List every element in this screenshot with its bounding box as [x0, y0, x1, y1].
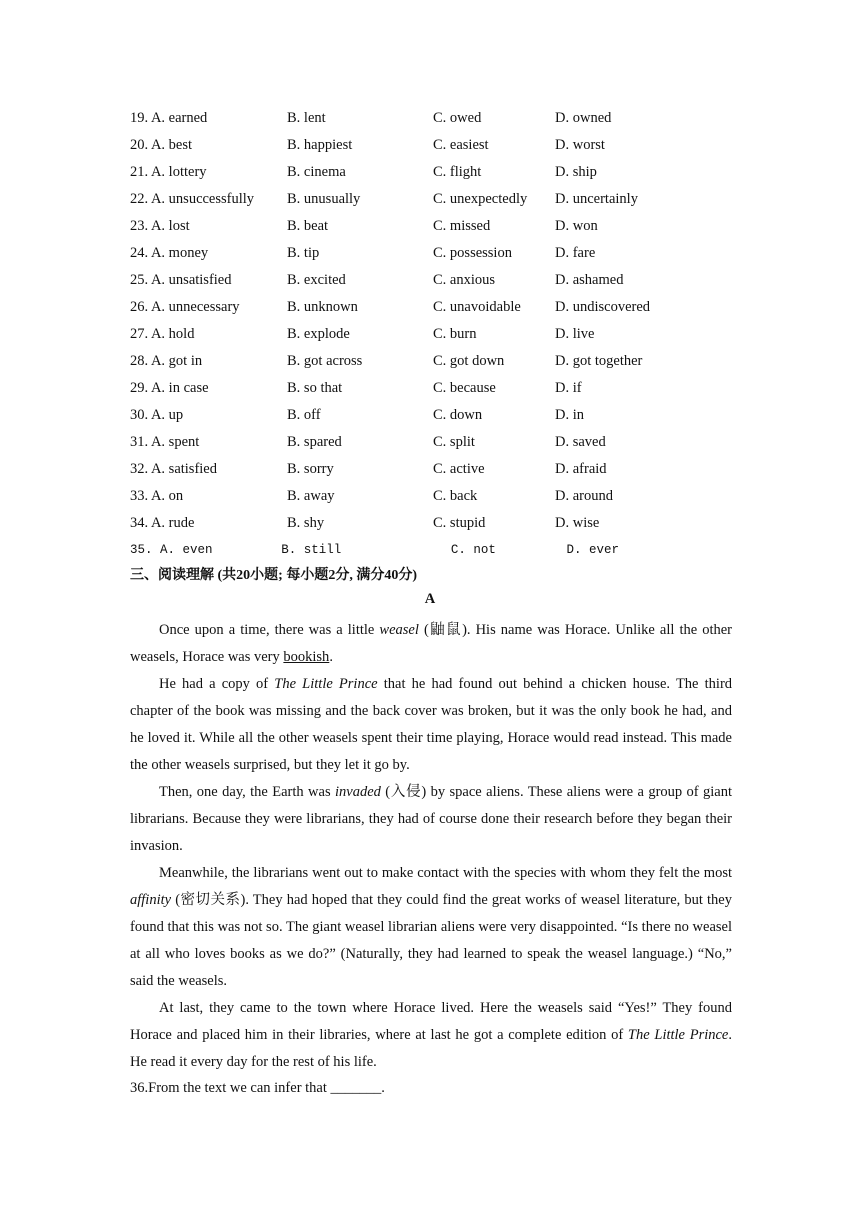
choice-row — [130, 162, 740, 189]
choice-option-d: D. ashamed — [555, 272, 624, 288]
choice-question: 28. A. got in — [130, 353, 203, 369]
choice-option-c: C. missed — [433, 218, 491, 234]
choice-option-c: C. active — [433, 461, 485, 477]
choice-question: 33. A. on — [130, 488, 184, 504]
choice-option-d: D. won — [555, 218, 598, 234]
answer-choices-list — [130, 108, 740, 562]
choice-option-d: D. around — [555, 488, 613, 504]
choice-option-c: C. owed — [433, 110, 482, 126]
choice-option-d: D. if — [555, 380, 582, 396]
choice-option-d: D. wise — [555, 515, 600, 531]
text-run: (鼬鼠). His name was Horace. Unlike all the other weasels, Horace was very — [130, 622, 733, 665]
choice-question: 22. A. unsuccessfully — [130, 191, 255, 207]
choice-option-b: B. away — [287, 488, 335, 504]
choice-question: 24. A. money — [130, 245, 209, 261]
choice-option-d: D. uncertainly — [555, 191, 638, 207]
choice-question: 21. A. lottery — [130, 164, 207, 180]
choice-question: 30. A. up — [130, 407, 184, 423]
choice-row — [130, 513, 740, 540]
choice-row — [130, 540, 740, 562]
paragraph-5 — [130, 995, 732, 1076]
paragraph-1 — [130, 617, 732, 671]
choice-option-c: C. burn — [433, 326, 477, 342]
choice-option-d: D. afraid — [555, 461, 607, 477]
choice-option-c: C. possession — [433, 245, 512, 261]
choice-option-b: B. beat — [287, 218, 329, 234]
choice-row — [130, 351, 740, 378]
choice-question: 20. A. best — [130, 137, 193, 153]
choice-question: 31. A. spent — [130, 434, 200, 450]
section-heading: 三、阅读理解 (共20小题; 每小题2分, 满分40分) — [130, 568, 417, 583]
choice-question: 25. A. unsatisfied — [130, 272, 232, 288]
italic-term: invaded — [335, 784, 381, 800]
choice-row — [130, 324, 740, 351]
choice-option-b: B. shy — [287, 515, 325, 531]
choice-option-b: B. still — [281, 543, 342, 557]
choice-option-d: D. live — [555, 326, 595, 342]
text-run: At last, they came to the town where Horace lived. Here the weasels said “Yes!” They found Horace and placed him in their libraries, where at last he got a complete edition of — [130, 1000, 732, 1043]
text-run: Then, one day, the Earth was — [159, 784, 335, 800]
book-title: The Little Prince — [627, 1027, 729, 1043]
choice-row — [130, 216, 740, 243]
choice-row — [130, 135, 740, 162]
choice-row — [130, 270, 740, 297]
choice-option-c: C. unexpectedly — [433, 191, 528, 207]
choice-option-b: B. unusually — [287, 191, 361, 207]
choice-option-c: C. because — [433, 380, 496, 396]
passage-label: A — [424, 591, 436, 607]
choice-question: 32. A. satisfied — [130, 461, 217, 477]
choice-question: 29. A. in case — [130, 380, 209, 396]
choice-option-c: C. easiest — [433, 137, 489, 153]
choice-option-d: D. saved — [555, 434, 606, 450]
italic-term: affinity — [130, 892, 172, 908]
choice-option-b: B. tip — [287, 245, 320, 261]
choice-option-b: B. lent — [287, 110, 326, 126]
text-run: (入侵) by space aliens. These aliens were a group of giant librarians. Because they were librarians, they had of course done their research before they began their invasion. — [130, 784, 733, 854]
choice-question: 34. A. rude — [130, 515, 195, 531]
reading-passage — [130, 617, 732, 1076]
choice-option-c: C. back — [433, 488, 478, 504]
choice-row — [130, 108, 740, 135]
text-run: Meanwhile, the librarians went out to make contact with the species with whom they felt the most — [159, 865, 732, 881]
choice-row — [130, 189, 740, 216]
text-run: He had a copy of — [159, 676, 275, 692]
choice-question: 23. A. lost — [130, 218, 190, 234]
choice-row — [130, 297, 740, 324]
choice-option-d: D. ever — [566, 543, 620, 557]
text-run: that he had found out behind a chicken house. The third chapter of the book was missing and the back cover was broken, but it was the only book he had, and he loved it. While all the other weasels spent their time playing, Horace would read instead. This made the other weasels surprised, but they let it go by. — [130, 676, 733, 773]
choice-option-b: B. off — [287, 407, 321, 423]
choice-option-c: C. down — [433, 407, 483, 423]
choice-option-b: B. unknown — [287, 299, 358, 315]
paragraph-4 — [130, 860, 732, 995]
choice-option-c: C. not — [450, 543, 496, 557]
choice-option-d: D. in — [555, 407, 584, 423]
text-run: . He read it every day for the rest of his life. — [130, 1027, 732, 1070]
italic-term: weasel — [379, 622, 419, 638]
choice-option-c: C. flight — [433, 164, 482, 180]
choice-question: 35. A. even — [130, 543, 213, 557]
paragraph-2 — [130, 671, 732, 779]
choice-option-d: D. got together — [555, 353, 643, 369]
choice-option-d: D. worst — [555, 137, 605, 153]
text-run: Once upon a time, there was a little — [159, 622, 380, 638]
choice-option-b: B. got across — [287, 353, 363, 369]
choice-option-d: D. undiscovered — [555, 299, 651, 315]
choice-option-d: D. fare — [555, 245, 596, 261]
choice-row — [130, 378, 740, 405]
choice-question: 26. A. unnecessary — [130, 299, 240, 315]
question-36: 36.From the text we can infer that _______. — [130, 1080, 385, 1096]
choice-option-b: B. explode — [287, 326, 350, 342]
choice-question: 19. A. earned — [130, 110, 208, 126]
choice-row — [130, 432, 740, 459]
choice-option-b: B. excited — [287, 272, 346, 288]
choice-row — [130, 243, 740, 270]
choice-option-c: C. stupid — [433, 515, 486, 531]
choice-option-b: B. spared — [287, 434, 342, 450]
choice-option-b: B. happiest — [287, 137, 353, 153]
text-run: . — [329, 649, 333, 665]
text-run: (密切关系). They had hoped that they could find the great works of weasel literature, but they found that this was not so. The giant weasel librarian aliens were very disappointed. “Is there no weasel at all who loves books as we do?” (Naturally, they had learned to speak the weasel language.) “No,” said the weasels. — [130, 892, 732, 989]
choice-option-c: C. anxious — [433, 272, 496, 288]
choice-option-d: D. ship — [555, 164, 597, 180]
choice-option-b: B. cinema — [287, 164, 346, 180]
underlined-term: bookish — [283, 649, 330, 665]
choice-row — [130, 459, 740, 486]
choice-option-b: B. sorry — [287, 461, 334, 477]
choice-row — [130, 486, 740, 513]
choice-option-b: B. so that — [287, 380, 343, 396]
book-title: The Little Prince — [274, 676, 378, 692]
choice-option-c: C. got down — [433, 353, 505, 369]
choice-option-d: D. owned — [555, 110, 612, 126]
paragraph-3 — [130, 779, 732, 860]
choice-row — [130, 405, 740, 432]
choice-question: 27. A. hold — [130, 326, 195, 342]
choice-option-c: C. split — [433, 434, 475, 450]
choice-option-c: C. unavoidable — [433, 299, 521, 315]
